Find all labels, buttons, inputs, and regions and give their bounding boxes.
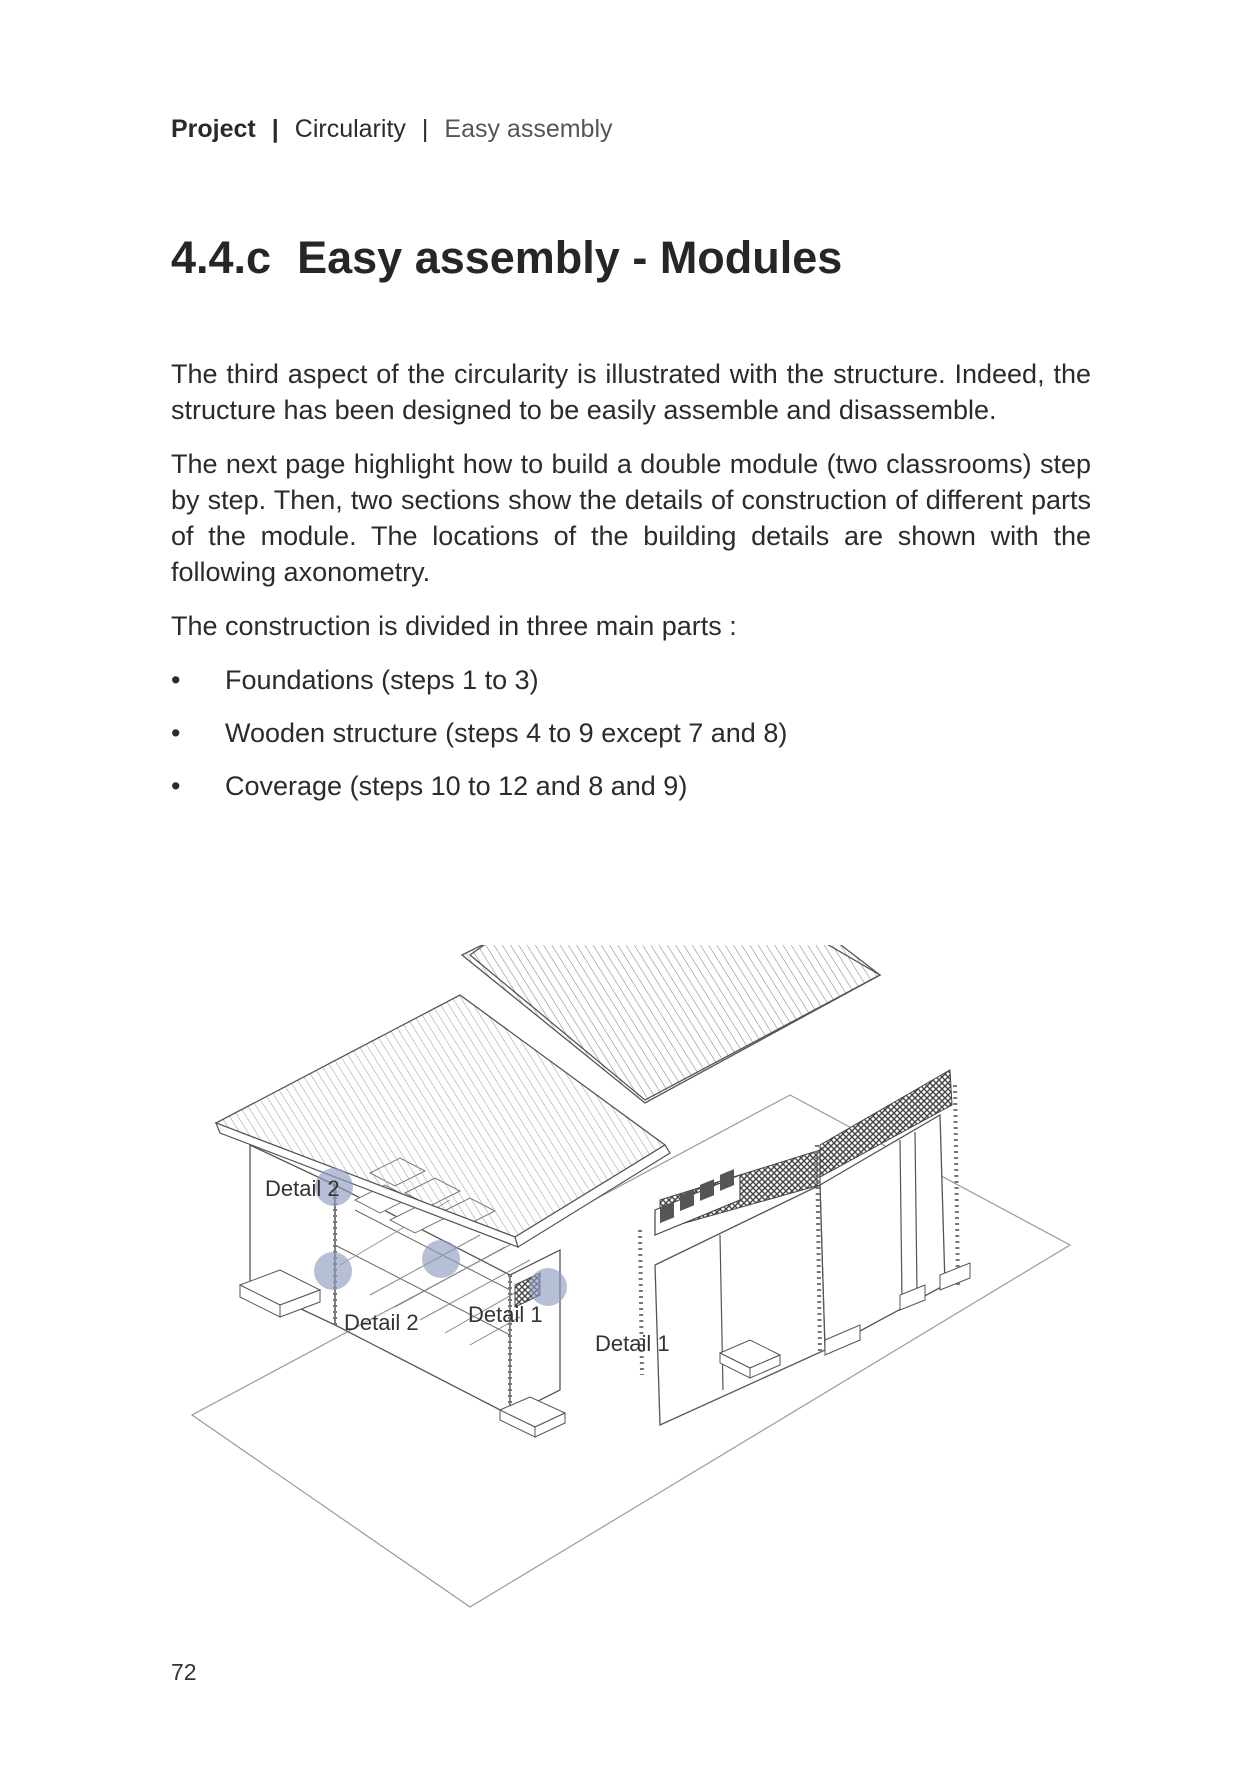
bullet: • <box>171 718 181 748</box>
bullet: • <box>171 665 181 695</box>
page-title <box>171 228 842 288</box>
list-item-text: Foundations (steps 1 to 3) <box>225 665 539 695</box>
list-item-text: Wooden structure (steps 4 to 9 except 7 and 8) <box>225 718 788 748</box>
breadcrumb-separator: | <box>271 115 279 143</box>
list-item-text: Coverage (steps 10 to 12 and 8 and 9) <box>225 771 688 801</box>
detail-1-label-right: Detail 1 <box>595 1331 670 1356</box>
breadcrumb-separator: | <box>421 115 429 143</box>
breadcrumb-circularity: Circularity <box>294 115 406 143</box>
breadcrumb <box>171 111 613 147</box>
axonometry-drawing <box>180 945 1080 1625</box>
detail-2-label-upper: Detail 2 <box>265 1176 340 1201</box>
breadcrumb-project: Project <box>171 115 256 143</box>
breadcrumb-easy-assembly: Easy assembly <box>444 115 613 143</box>
list-item <box>171 662 1091 698</box>
paragraph: The next page highlight how to build a double module (two classrooms) step by step. Then, two sections show the details of construction of different parts of the module. The locations of the building details are shown with the following axonometry. <box>171 449 1091 587</box>
detail-1-marker-left <box>422 1240 460 1278</box>
axonometry-figure <box>180 945 1080 1625</box>
detail-1-marker-right <box>529 1268 567 1306</box>
body-text <box>171 356 1091 821</box>
paragraph: The construction is divided in three main parts : <box>171 611 737 641</box>
bullet: • <box>171 771 181 801</box>
section-number: 4.4.c <box>171 232 272 283</box>
list-item <box>171 715 1091 751</box>
list-item <box>171 768 1091 804</box>
section-title: Easy assembly - Modules <box>297 232 843 283</box>
detail-2-label-lower: Detail 2 <box>344 1310 419 1335</box>
rear-module <box>640 1070 970 1425</box>
construction-parts-list <box>171 662 1091 804</box>
page-number: 72 <box>171 1659 197 1685</box>
detail-1-label-left: Detail 1 <box>468 1302 543 1327</box>
paragraph: The third aspect of the circularity is illustrated with the structure. Indeed, the structure has been designed to be easily assemble and disassemble. <box>171 359 1091 425</box>
detail-2-marker-lower <box>314 1252 352 1290</box>
